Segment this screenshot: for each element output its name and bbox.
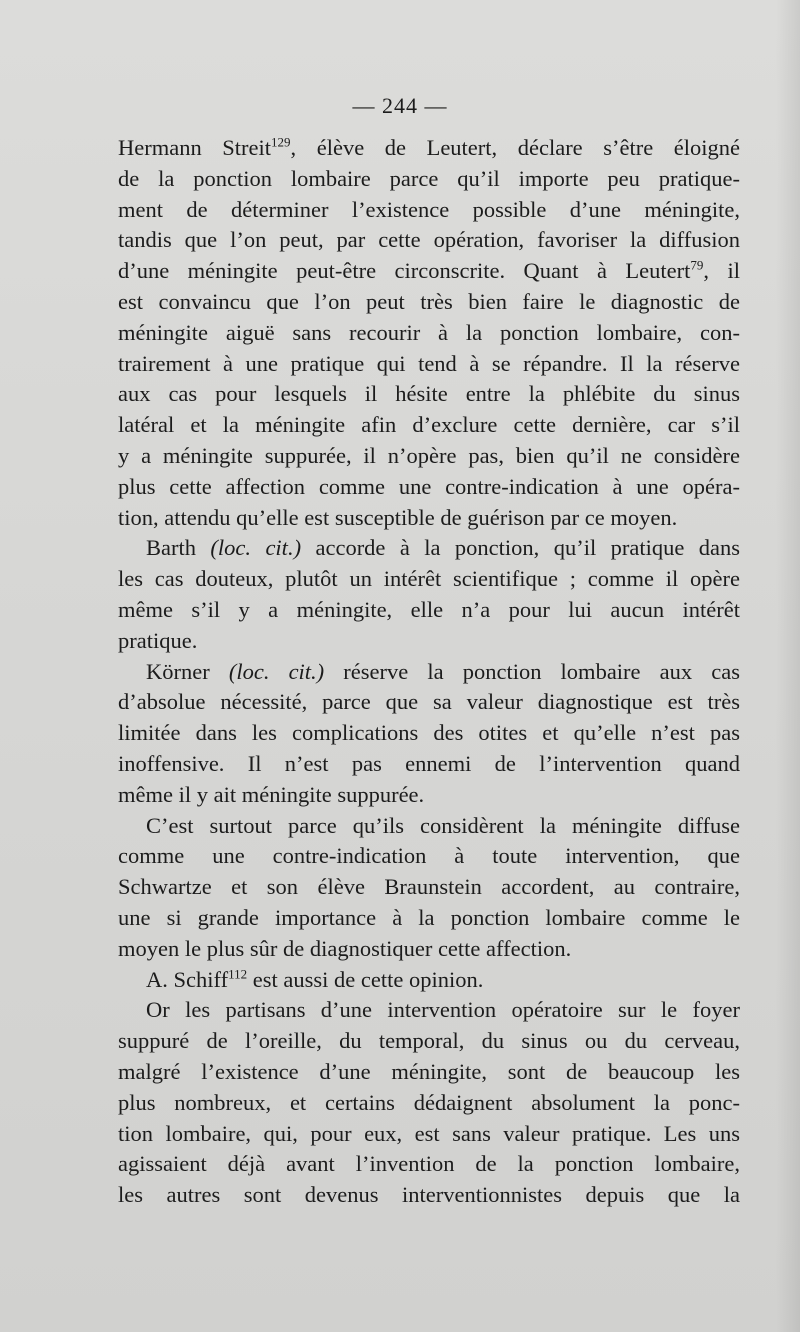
paragraph-6 [118,995,740,1211]
text-line: Or les partisans d’une intervention opératoire sur le foyer [146,997,740,1023]
page-number: — 244 — [352,93,448,118]
text-line: même il y ait méningite suppurée. [118,781,425,807]
text-line: y a méningite suppurée, il n’opère pas, bien qu’il ne considère [118,442,740,468]
text-line: Körner (loc. cit.) réserve la ponction lombaire aux cas [146,658,740,684]
text-line: méningite aiguë sans recourir à la ponction lombaire, con- [118,319,740,345]
text-line: tion, attendu qu’elle est susceptible de guérison par ce moyen. [118,504,678,530]
page-edge-shadow [776,0,800,1332]
text-line: limitée dans les complications des otites et qu’elle n’est pas [118,720,740,746]
text-line: Hermann Streit$^{129}$, élève de Leutert, déclare s’être éloigné [118,134,741,160]
text-line: malgré l’existence d’une méningite, sont de beaucoup les [118,1058,740,1084]
text-line: une si grande importance à la ponction lombaire comme le [118,904,740,930]
paragraph-1 [118,133,740,533]
text-line: aux cas pour lesquels il hésite entre la phlébite du sinus [118,381,740,407]
text-line: plus cette affection comme une contre-indication à une opéra- [118,473,740,499]
text-line: les autres sont devenus interventionnistes depuis que la [118,1182,740,1208]
text-line: agissaient déjà avant l’invention de la ponction lombaire, [118,1151,740,1177]
text-line: tandis que l’on peut, par cette opération, favoriser la diffusion [118,227,740,253]
text-line: comme une contre-indication à toute intervention, que [118,843,740,869]
text-line: suppuré de l’oreille, du temporal, du sinus ou du cerveau, [118,1028,740,1054]
text-line: même s’il y a méningite, elle n’a pour lui aucun intérêt [118,596,740,622]
text-line: d’une méningite peut-être circonscrite. Quant à Leutert$^{79}$, il [118,257,740,284]
text-line: latéral et la méningite afin d’exclure cette dernière, car s’il [118,412,740,438]
body-text [118,133,740,1211]
text-line: tion lombaire, qui, pour eux, est sans valeur pratique. Les uns [118,1120,740,1146]
text-line: C’est surtout parce qu’ils considèrent la méningite diffuse [146,812,740,838]
text-line: est convaincu que l’on peut très bien faire le diagnostic de [118,288,740,314]
paragraph-5 [118,965,740,996]
text-line: d’absolue nécessité, parce que sa valeur diagnostique est très [118,689,740,715]
text-line: Schwartze et son élève Braunstein accordent, au contraire, [118,874,740,900]
text-line: Barth (loc. cit.) accorde à la ponction, qu’il pratique dans [146,535,740,561]
text-line: A. Schiff$^{112}$ est aussi de cette opinion. [146,966,484,992]
paragraph-3 [118,657,740,811]
paragraph-2 [118,533,740,656]
text-line: plus nombreux, et certains dédaignent absolument la ponc- [118,1089,740,1115]
text-line: pratique. [118,627,198,653]
text-line: de la ponction lombaire parce qu’il importe peu pratique- [118,165,740,191]
text-line: trairement à une pratique qui tend à se répandre. Il la réserve [118,350,740,376]
text-line: ment de déterminer l’existence possible d’une méningite, [118,196,740,222]
text-line: moyen le plus sûr de diagnostiquer cette affection. [118,935,572,961]
paragraph-4 [118,811,740,965]
text-line: les cas douteux, plutôt un intérêt scientifique ; comme il opère [118,566,740,592]
text-line: inoffensive. Il n’est pas ennemi de l’intervention quand [118,750,740,776]
